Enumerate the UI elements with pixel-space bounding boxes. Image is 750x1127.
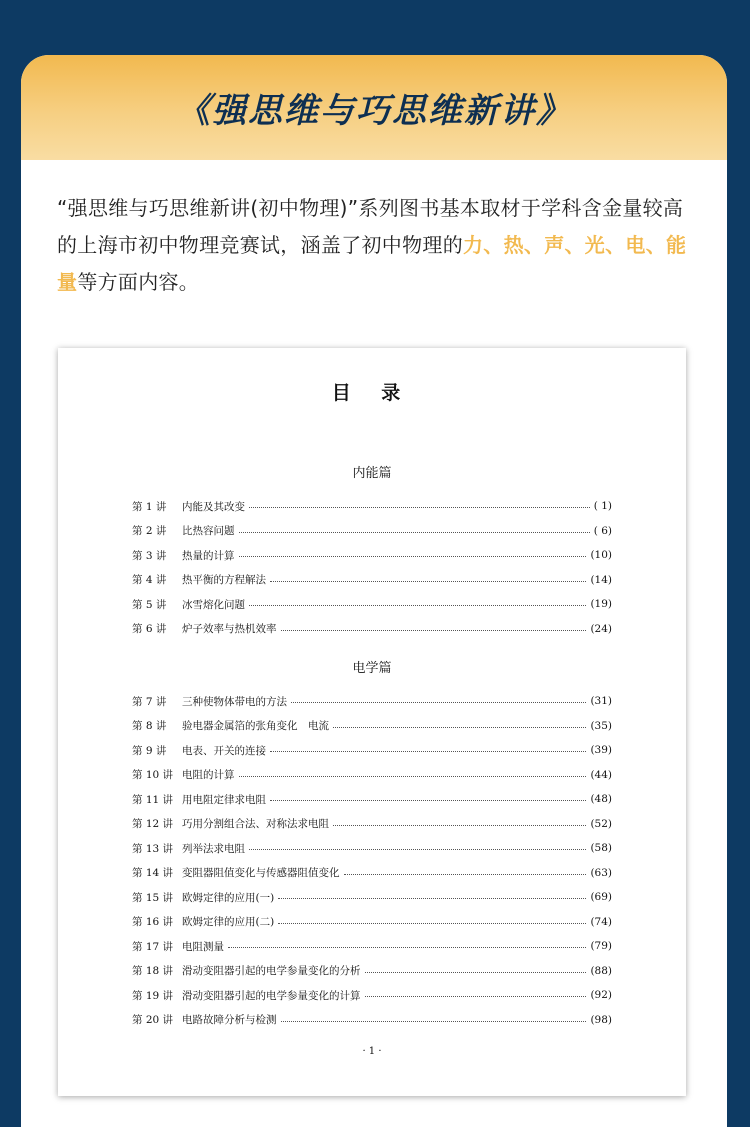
toc-entry-title: 巧用分割组合法、对称法求电阻 — [182, 818, 329, 831]
toc-entry-leader — [281, 1021, 587, 1022]
toc-entry-number: 第 5 讲 — [132, 598, 167, 611]
toc-entry-number: 第 6 讲 — [132, 623, 167, 636]
toc-entry-title: 变阻器阻值变化与传感器阻值变化 — [182, 867, 340, 880]
toc-entry-page: (44) — [590, 768, 612, 781]
page-number: · 1 · — [362, 1046, 382, 1057]
section-title-electric: 电学篇 — [352, 661, 392, 676]
toc-entries-thermal — [132, 494, 612, 641]
toc-entry-title: 炉子效率与热机效率 — [182, 623, 277, 636]
toc-entry-number: 第 20 讲 — [132, 1014, 174, 1027]
toc-entry — [132, 689, 612, 714]
toc-entry-title: 滑动变阻器引起的电学参量变化的计算 — [182, 989, 361, 1002]
toc-entry — [132, 543, 612, 568]
toc-entry-leader — [228, 947, 586, 948]
toc-entry — [132, 885, 612, 910]
toc-entry-leader — [270, 800, 586, 801]
toc-entry — [132, 787, 612, 812]
toc-entry-title: 电表、开关的连接 — [182, 744, 266, 757]
toc-entry-title: 电阻测量 — [182, 940, 224, 953]
toc-entry-title: 三种使物体带电的方法 — [182, 695, 287, 708]
toc-entry-number: 第 14 讲 — [132, 867, 174, 880]
toc-entry-leader — [249, 605, 586, 606]
toc-entry-page: (24) — [590, 622, 612, 635]
toc-entry-leader — [344, 874, 587, 875]
toc-entry-page: (98) — [590, 1013, 612, 1026]
toc-entry-page: (19) — [590, 598, 612, 611]
toc-entry-page: (48) — [590, 793, 612, 806]
banner-title: 《强思维与巧思维新讲》 — [176, 91, 572, 131]
toc-entry-title: 用电阻定律求电阻 — [182, 793, 266, 806]
toc-entry-leader — [270, 581, 586, 582]
toc-entry-number: 第 12 讲 — [132, 818, 174, 831]
toc-entry-page: ( 1) — [593, 500, 612, 513]
toc-entry — [132, 934, 612, 959]
toc-entry — [132, 714, 612, 739]
toc-entry — [132, 519, 612, 544]
toc-page-image — [58, 348, 686, 1096]
toc-entry-number: 第 7 讲 — [132, 695, 167, 708]
toc-entry-number: 第 15 讲 — [132, 891, 174, 904]
toc-entry-number: 第 19 讲 — [132, 989, 174, 1002]
toc-entry-number: 第 10 讲 — [132, 769, 174, 782]
toc-entry — [132, 617, 612, 642]
toc-entry-title: 比热容问题 — [182, 525, 235, 538]
toc-entry-number: 第 4 讲 — [132, 574, 167, 587]
toc-entry-number: 第 9 讲 — [132, 744, 167, 757]
toc-entry-page: (52) — [590, 817, 612, 830]
toc-entry-number: 第 13 讲 — [132, 842, 174, 855]
toc-entries-electric — [132, 689, 612, 1032]
toc-entry-title: 热量的计算 — [182, 549, 235, 562]
toc-entry — [132, 861, 612, 886]
toc-entry-leader — [278, 923, 586, 924]
toc-entry-leader — [239, 776, 587, 777]
toc-entry — [132, 983, 612, 1008]
toc-entry-title: 电路故障分析与检测 — [182, 1014, 277, 1027]
title-banner — [21, 55, 727, 160]
toc-entry-page: (92) — [590, 989, 612, 1002]
toc-entry-leader — [281, 630, 587, 631]
toc-entry-number: 第 3 讲 — [132, 549, 167, 562]
toc-entry-page: (74) — [590, 915, 612, 928]
toc-entry-page: (69) — [590, 891, 612, 904]
toc-entry-page: (63) — [590, 866, 612, 879]
toc-entry-number: 第 8 讲 — [132, 720, 167, 733]
toc-entry-title: 内能及其改变 — [182, 500, 245, 513]
toc-entry-leader — [365, 996, 587, 997]
toc-entry-page: (88) — [590, 964, 612, 977]
toc-entry-leader — [249, 849, 586, 850]
toc-entry-title: 欧姆定律的应用(一) — [182, 891, 275, 904]
intro-text-end: 等方面内容。 — [77, 270, 200, 294]
toc-entry-page: ( 6) — [593, 524, 612, 537]
toc-entry-title: 热平衡的方程解法 — [182, 574, 266, 587]
toc-entry — [132, 959, 612, 984]
toc-entry-number: 第 16 讲 — [132, 916, 174, 929]
toc-entry — [132, 1008, 612, 1033]
toc-entry-title: 冰雪熔化问题 — [182, 598, 245, 611]
toc-entry — [132, 910, 612, 935]
toc-entry-page: (35) — [590, 719, 612, 732]
toc-entry — [132, 494, 612, 519]
toc-entry-leader — [239, 556, 587, 557]
toc-entry-number: 第 2 讲 — [132, 525, 167, 538]
toc-entry-leader — [270, 751, 586, 752]
toc-entry-leader — [365, 972, 587, 973]
toc-entry-leader — [239, 532, 590, 533]
toc-entry-page: (79) — [590, 940, 612, 953]
toc-entry-leader — [291, 702, 586, 703]
toc-entry-leader — [249, 507, 590, 508]
toc-entry-leader — [278, 898, 586, 899]
toc-entry — [132, 568, 612, 593]
content-card — [21, 55, 727, 1127]
toc-entry-title: 欧姆定律的应用(二) — [182, 916, 275, 929]
intro-paragraph — [57, 190, 697, 301]
toc-entry — [132, 592, 612, 617]
toc-entry-page: (31) — [590, 695, 612, 708]
toc-entry-leader — [333, 825, 586, 826]
toc-entry-title: 列举法求电阻 — [182, 842, 245, 855]
toc-entry — [132, 763, 612, 788]
intro-highlight: 力、热、声、光、电、能量 — [57, 233, 687, 294]
toc-entry-page: (58) — [590, 842, 612, 855]
toc-entry-title: 滑动变阻器引起的电学参量变化的分析 — [182, 965, 361, 978]
toc-heading: 目 录 — [331, 382, 413, 404]
toc-entry-number: 第 17 讲 — [132, 940, 174, 953]
toc-entry-page: (10) — [590, 549, 612, 562]
intro-text: “强思维与巧思维新讲(初中物理)”系列图书基本取材于学科含金量较高的上海市初中物理竞赛试，涵盖了初中物理的 — [57, 196, 684, 257]
toc-entry — [132, 812, 612, 837]
section-title-thermal: 内能篇 — [352, 466, 392, 481]
toc-entry-title: 验电器金属箔的张角变化 电流 — [182, 720, 329, 733]
toc-entry — [132, 738, 612, 763]
toc-entry — [132, 836, 612, 861]
toc-entry-number: 第 18 讲 — [132, 965, 174, 978]
toc-entry-page: (39) — [590, 744, 612, 757]
toc-entry-number: 第 1 讲 — [132, 500, 167, 513]
toc-entry-number: 第 11 讲 — [132, 793, 174, 806]
toc-entry-leader — [333, 727, 586, 728]
toc-entry-title: 电阻的计算 — [182, 769, 235, 782]
toc-entry-page: (14) — [590, 573, 612, 586]
